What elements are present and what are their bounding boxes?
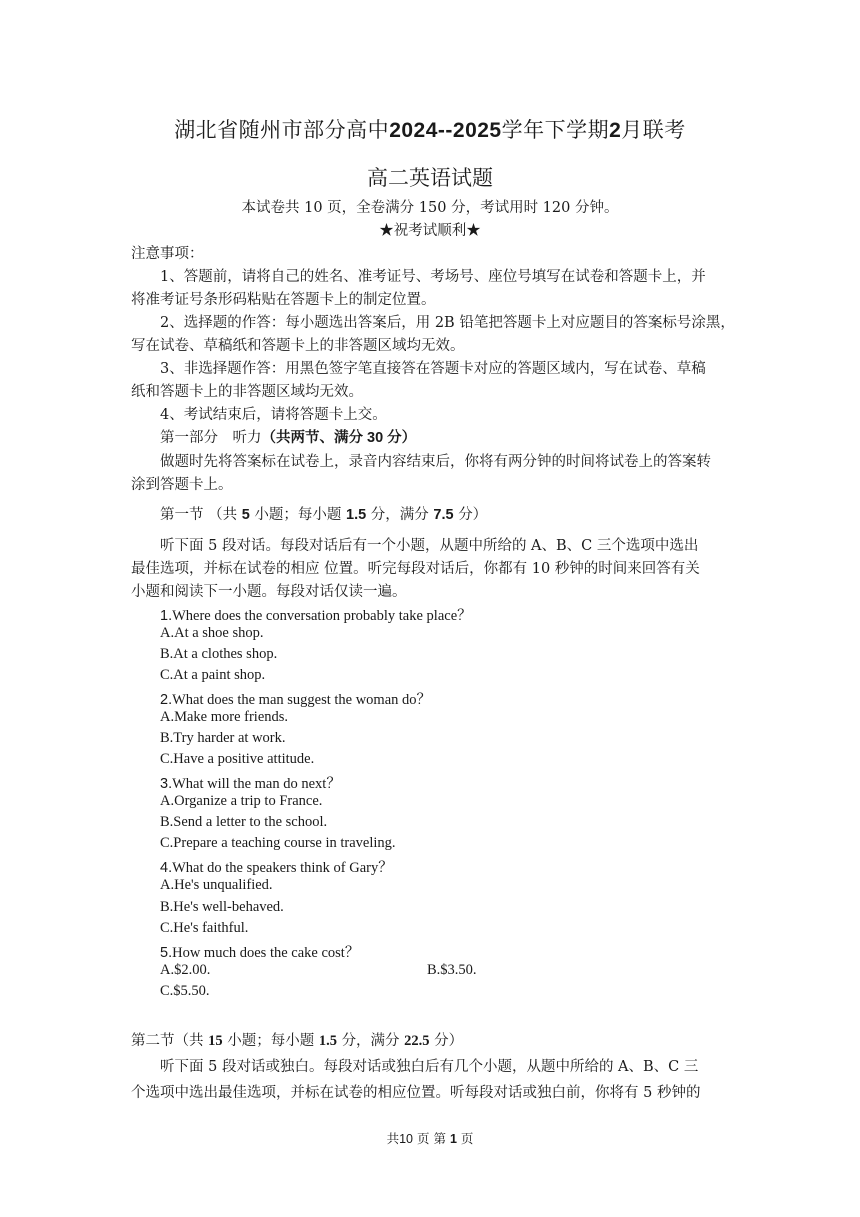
question-1-option-a: A.At a shoe shop. (160, 625, 264, 641)
section1-heading-text-2: 小题；每小题 (254, 507, 342, 523)
section1-total: 7.5 (433, 507, 454, 523)
section2-instruction-line-1: 听下面 5 段对话或独白。每段对话或独白后有几个小题，从题中所给的 A、B、C 三 (160, 1059, 699, 1075)
exam-wish: ★祝考试顺利★ (379, 223, 481, 239)
notice-item-1-line-1: 1、答题前，请将自己的姓名、准考证号、考场号、座位号填写在试卷和答题卡上，并 (160, 269, 706, 285)
title-text-3: 月联考 (621, 118, 686, 142)
notice-item-2-line-1: 2、选择题的作答：每小题选出答案后，用 2B 铅笔把答题卡上对应题目的答案标号涂黑， (160, 315, 735, 331)
question-text: What does the man suggest the woman do？ (172, 692, 432, 708)
question-text: What do the speakers think of Gary？ (172, 860, 393, 876)
section2-heading-text-1: 第二节（共 (131, 1033, 204, 1049)
section1-each: 1.5 (346, 507, 367, 523)
question-3 (160, 772, 341, 793)
part1-points: （共两节、满分 30 分） (261, 430, 417, 446)
question-1-option-b: B.At a clothes shop. (160, 646, 278, 662)
title-month: 2 (609, 119, 622, 142)
section1-count: 5 (241, 507, 250, 523)
notice-item-3-line-2: 纸和答题卡上的非答题区域均无效。 (131, 384, 363, 400)
footer-text-1: 共 (386, 1131, 400, 1146)
section2-total: 22.5 (404, 1033, 430, 1049)
notice-item-1-line-2: 将准考证号条形码粘贴在答题卡上的制定位置。 (131, 292, 436, 308)
question-5 (160, 941, 359, 962)
question-1-option-c: C.At a paint shop. (160, 667, 266, 683)
question-2-option-b: B.Try harder at work. (160, 730, 286, 746)
section2-heading-text-2: 小题；每小题 (227, 1033, 315, 1049)
question-2 (160, 688, 431, 709)
footer-page-number: 1 (449, 1132, 457, 1146)
part1-label: 第一部分 听力 (160, 430, 262, 446)
question-text: Where does the conversation probably take place？ (172, 608, 472, 624)
question-number: 4. (160, 860, 173, 876)
section2-heading (131, 1029, 463, 1050)
section1-heading (160, 503, 487, 524)
question-3-option-b: B.Send a letter to the school. (160, 814, 328, 830)
question-4-option-b: B.He's well-behaved. (160, 899, 284, 915)
notice-item-3-line-1: 3、非选择题作答：用黑色签字笔直接答在答题卡对应的答题区域内，写在试卷、草稿 (160, 361, 706, 377)
section1-heading-text-1: 第一节 （共 (160, 507, 238, 523)
question-number: 3. (160, 776, 173, 792)
notice-item-2-line-2: 写在试卷、草稿纸和答题卡上的非答题区域均无效。 (131, 338, 465, 354)
question-2-option-c: C.Have a positive attitude. (160, 751, 315, 767)
section2-instruction-line-2: 个选项中选出最佳选项，并标在试卷的相应位置。听每段对话或独白前，你将有 5 秒钟的 (131, 1085, 701, 1101)
question-4-option-c: C.He's faithful. (160, 920, 249, 936)
section1-instruction-line-3: 小题和阅读下一小题。每段对话仅读一遍。 (131, 584, 407, 600)
question-5-option-c: C.$5.50. (160, 983, 210, 999)
question-number: 1. (160, 608, 173, 624)
question-4-option-a: A.He's unqualified. (160, 877, 273, 893)
question-4 (160, 856, 393, 877)
notice-heading: 注意事项： (131, 246, 204, 262)
section2-heading-text-4: 分） (434, 1033, 464, 1049)
section1-instruction-line-2: 最佳选项，并标在试卷的相应 位置。听完每段对话后，你都有 10 秒钟的时间来回答有关 (131, 561, 700, 577)
notice-item-4: 4、考试结束后，请将答题卡上交。 (160, 407, 387, 423)
section2-heading-text-3: 分，满分 (341, 1033, 400, 1049)
question-5-option-b: B.$3.50. (427, 962, 477, 978)
section2-each: 1.5 (318, 1033, 337, 1049)
question-3-option-a: A.Organize a trip to France. (160, 793, 323, 809)
question-3-option-c: C.Prepare a teaching course in traveling. (160, 835, 396, 851)
title-text-2: 学年下学期 (501, 118, 610, 142)
exam-title (0, 114, 860, 144)
question-2-option-a: A.Make more friends. (160, 709, 289, 725)
footer-total-pages: 10 (399, 1132, 413, 1146)
footer-text-2: 页 第 (416, 1131, 446, 1146)
question-number: 5. (160, 945, 173, 961)
exam-subtitle: 高二英语试题 (367, 166, 493, 190)
exam-info: 本试卷共 10 页，全卷满分 150 分，考试用时 120 分钟。 (241, 200, 619, 216)
question-number: 2. (160, 692, 173, 708)
section2-count: 15 (208, 1033, 223, 1049)
question-text: What will the man do next？ (172, 776, 341, 792)
title-text-1: 湖北省随州市部分高中 (174, 118, 390, 142)
section1-heading-text-3: 分，满分 (370, 507, 429, 523)
section1-instruction-line-1: 听下面 5 段对话。每段对话后有一个小题，从题中所给的 A、B、C 三个选项中选出 (160, 538, 699, 554)
part1-instruction-line-1: 做题时先将答案标在试卷上，录音内容结束后，你将有两分钟的时间将试卷上的答案转 (160, 454, 711, 470)
section1-heading-text-4: 分） (458, 507, 488, 523)
title-years: 2024--2025 (389, 119, 502, 142)
part1-heading (160, 426, 416, 447)
question-1 (160, 604, 472, 625)
question-text: How much does the cake cost？ (172, 945, 360, 961)
question-5-option-a: A.$2.00. (160, 962, 211, 978)
part1-instruction-line-2: 涂到答题卡上。 (131, 477, 233, 493)
page-footer (0, 1129, 860, 1147)
footer-text-3: 页 (460, 1131, 474, 1146)
